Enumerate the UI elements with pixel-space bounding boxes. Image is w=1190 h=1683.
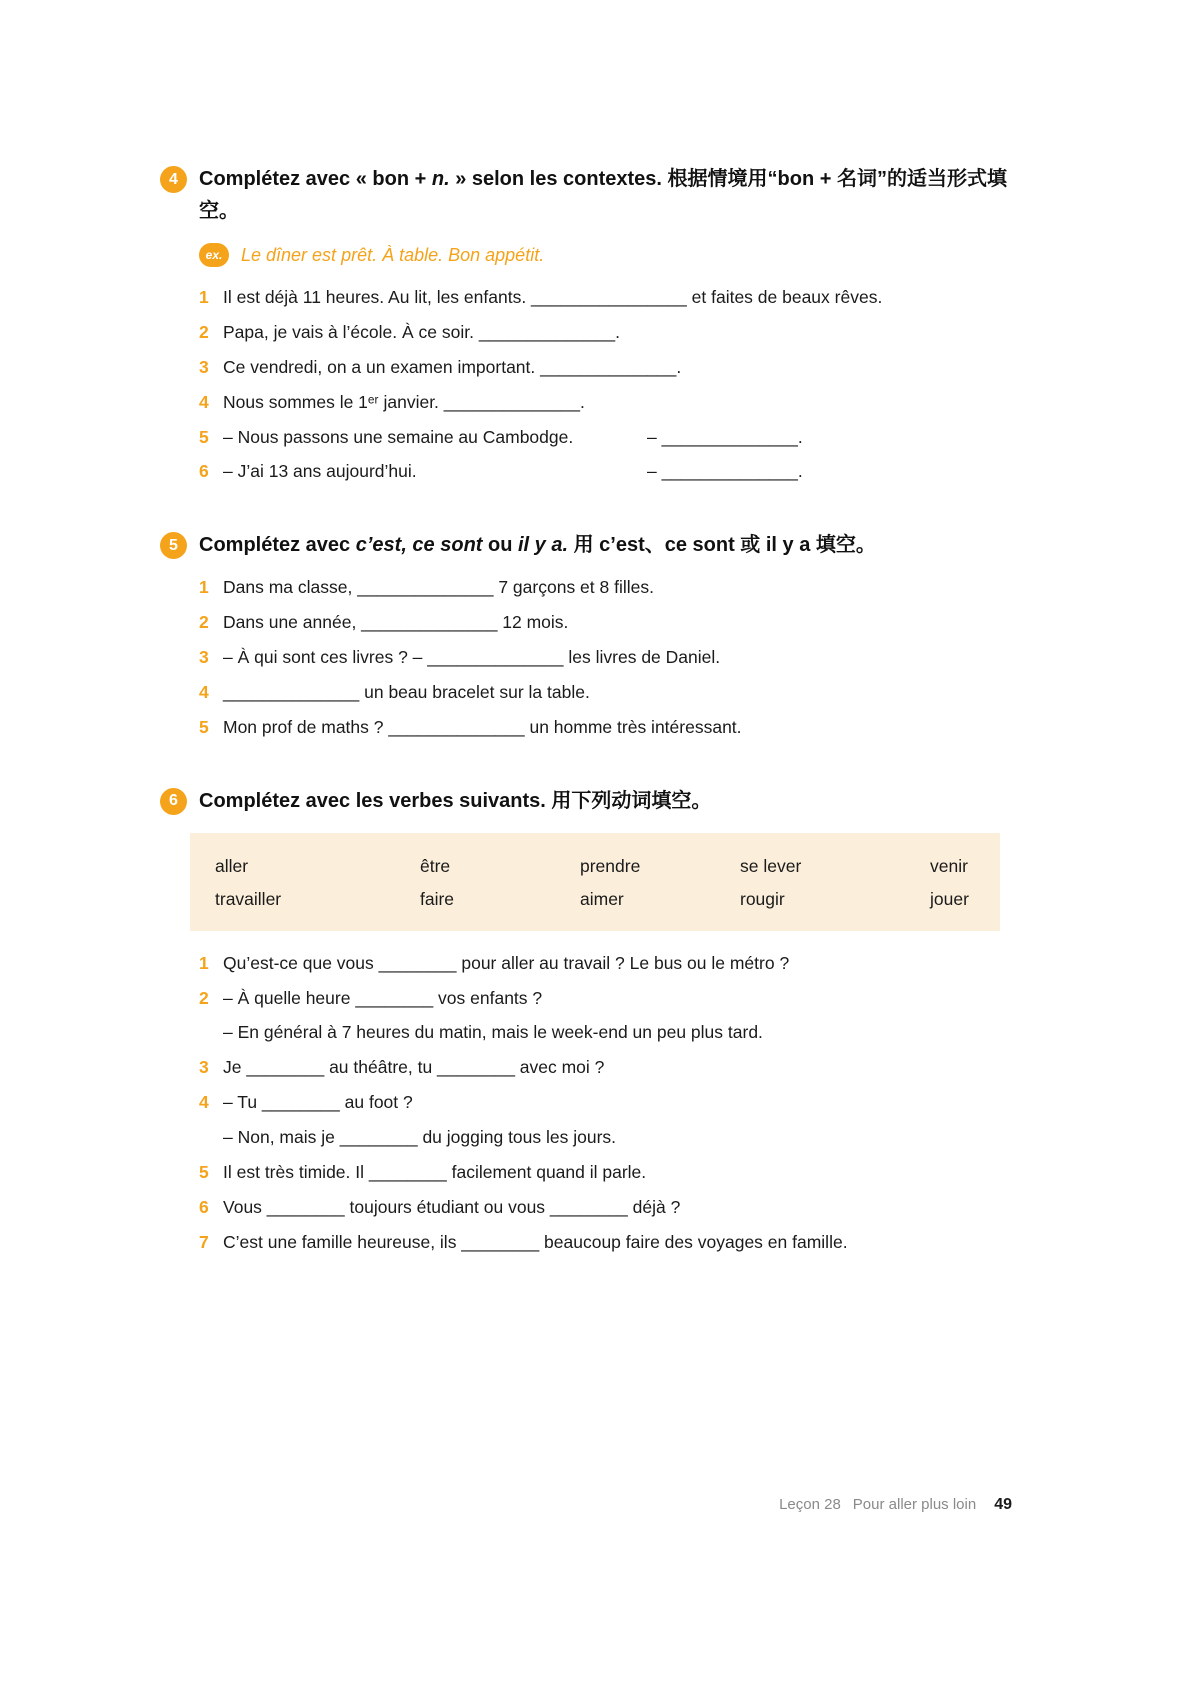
exercise-5-items [199, 577, 1030, 738]
exercise-4-item-6 [199, 461, 1030, 483]
title-segment: Complétez avec les verbes suivants. 用下列动词填空。 [199, 789, 712, 812]
word-bank-row-1 [215, 850, 975, 883]
exercise-4-example [199, 243, 1030, 267]
exercise-5 [160, 529, 1030, 738]
word-bank-item: se lever [740, 855, 802, 876]
word-bank-item: rougir [740, 888, 785, 909]
exercise-4-item-5 [199, 427, 1030, 449]
item-text: Il est déjà 11 heures. Au lit, les enfants. ________________ et faites de beaux rêves. [223, 287, 883, 307]
item-text: Papa, je vais à l’école. À ce soir. ______________. [223, 321, 620, 342]
exercise-6-item-1 [199, 953, 1030, 975]
item-text [223, 1232, 848, 1254]
exercise-6-item-7 [199, 1232, 1030, 1254]
item-text-right: – ______________. [647, 461, 803, 482]
item-line: C’est une famille heureuse, ils ________ beaucoup faire des voyages en famille. [223, 1231, 848, 1252]
title-segment: Complétez avec « bon + [199, 168, 432, 190]
item-number: 6 [199, 1196, 209, 1217]
item-number: 3 [199, 1057, 209, 1078]
item-number: 1 [199, 287, 209, 307]
item-line: Il est très timide. Il ________ facilement quand il parle. [223, 1161, 647, 1182]
item-number: 4 [199, 681, 209, 702]
item-text: Ce vendredi, on a un examen important. ______________. [223, 356, 682, 377]
exercise-5-number-badge: 5 [160, 532, 187, 559]
item-number: 5 [199, 1161, 209, 1182]
item-number: 2 [199, 612, 209, 633]
item-line: Vous ________ toujours étudiant ou vous ________ déjà ? [223, 1196, 681, 1217]
exercise-5-item-3 [199, 647, 1030, 669]
exercise-5-item-4 [199, 682, 1030, 704]
exercise-6-items [199, 953, 1030, 1254]
word-bank-item: travailler [215, 888, 282, 909]
workbook-page-content [160, 163, 1030, 1300]
item-line: Qu’est-ce que vous ________ pour aller au travail ? Le bus ou le métro ? [223, 952, 790, 973]
example-badge: ex. [199, 243, 229, 267]
item-text [223, 988, 763, 1045]
word-bank-item: aller [215, 855, 249, 876]
footer-page-number: 49 [994, 1496, 1012, 1513]
item-number: 4 [199, 1092, 209, 1113]
item-line: Je ________ au théâtre, tu ________ avec moi ? [223, 1057, 605, 1078]
item-line: – Non, mais je ________ du jogging tous les jours. [223, 1127, 617, 1147]
exercise-6-item-3 [199, 1057, 1030, 1079]
item-text [223, 953, 789, 975]
exercise-5-item-5 [199, 717, 1030, 739]
item-line: – En général à 7 heures du matin, mais le week-end un peu plus tard. [223, 1022, 763, 1043]
exercise-4-title [199, 163, 1021, 227]
item-number: 1 [199, 577, 209, 598]
item-text [223, 1162, 646, 1184]
item-text: Dans une année, ______________ 12 mois. [223, 612, 569, 633]
item-text: Dans ma classe, ______________ 7 garçons et 8 filles. [223, 577, 654, 598]
item-text-left: – Nous passons une semaine au Cambodge. [223, 426, 574, 447]
item-text: Mon prof de maths ? ______________ un homme très intéressant. [223, 716, 742, 737]
footer-lesson-label: Leçon 28 [779, 1496, 841, 1513]
exercise-6-header [160, 785, 1030, 817]
item-number: 5 [199, 716, 209, 737]
item-text-left: – J’ai 13 ans aujourd’hui. [223, 461, 417, 482]
title-segment: » selon les contextes. 根据情境用“bon + 名词”的适当形式填空。 [199, 168, 1007, 222]
exercise-6-title [199, 785, 1021, 817]
exercise-6-item-2 [199, 988, 1030, 1045]
exercise-6-item-6 [199, 1197, 1030, 1219]
title-segment: Complétez avec [199, 534, 356, 557]
word-bank-item: faire [420, 888, 455, 909]
exercise-5-item-2 [199, 612, 1030, 634]
title-segment: 用 c’est、ce sont 或 il y a 填空。 [568, 534, 876, 557]
exercise-5-header [160, 529, 1030, 561]
page-footer [779, 1496, 1012, 1514]
exercise-6-item-4 [199, 1092, 1030, 1149]
item-text [223, 1092, 616, 1149]
exercise-6 [160, 785, 1030, 1254]
item-text [223, 1057, 604, 1079]
item-number: 3 [199, 356, 209, 377]
word-bank-item: aimer [580, 888, 624, 909]
item-text: – À qui sont ces livres ? – ______________ les livres de Daniel. [223, 647, 721, 667]
exercise-4-item-4 [199, 392, 1030, 414]
item-number: 1 [199, 952, 209, 973]
exercise-4 [160, 163, 1030, 483]
word-bank-item: être [420, 855, 451, 876]
word-bank [190, 833, 1000, 931]
word-bank-row-2 [215, 883, 975, 916]
item-text [223, 461, 803, 483]
exercise-4-items [199, 287, 1030, 483]
item-number: 2 [199, 321, 209, 342]
footer-section-label: Pour aller plus loin [852, 1496, 977, 1513]
exercise-4-item-1 [199, 287, 1030, 309]
exercise-4-item-2 [199, 322, 1030, 344]
title-segment-italic: c’est, ce sont [355, 534, 483, 557]
title-segment-italic: il y a. [518, 534, 569, 557]
item-number: 4 [199, 391, 209, 412]
item-line: – Tu ________ au foot ? [223, 1092, 413, 1113]
item-text [223, 1197, 680, 1219]
item-number: 7 [199, 1231, 209, 1252]
exercise-4-number-badge: 4 [160, 166, 187, 193]
exercise-4-header [160, 163, 1030, 227]
word-bank-item: venir [930, 855, 968, 876]
item-text: ______________ un beau bracelet sur la table. [223, 681, 590, 702]
item-text [223, 427, 803, 449]
item-text-right: – ______________. [647, 426, 803, 447]
word-bank-item: prendre [580, 855, 641, 876]
exercise-6-number-badge: 6 [160, 788, 187, 815]
exercise-6-item-5 [199, 1162, 1030, 1184]
exercise-4-item-3 [199, 357, 1030, 379]
item-line: – À quelle heure ________ vos enfants ? [223, 987, 543, 1008]
exercise-5-title [199, 529, 1021, 561]
example-text: Le dîner est prêt. À table. Bon appétit. [241, 244, 545, 265]
title-segment: ou [482, 534, 518, 557]
item-text: Nous sommes le 1ᵉʳ janvier. ______________. [223, 391, 585, 412]
title-segment-italic: n. [431, 168, 450, 190]
word-bank-item: jouer [930, 888, 969, 909]
exercise-5-item-1 [199, 577, 1030, 599]
item-number: 3 [199, 647, 209, 667]
item-number: 6 [199, 461, 209, 482]
item-number: 2 [199, 987, 209, 1008]
item-number: 5 [199, 426, 209, 447]
